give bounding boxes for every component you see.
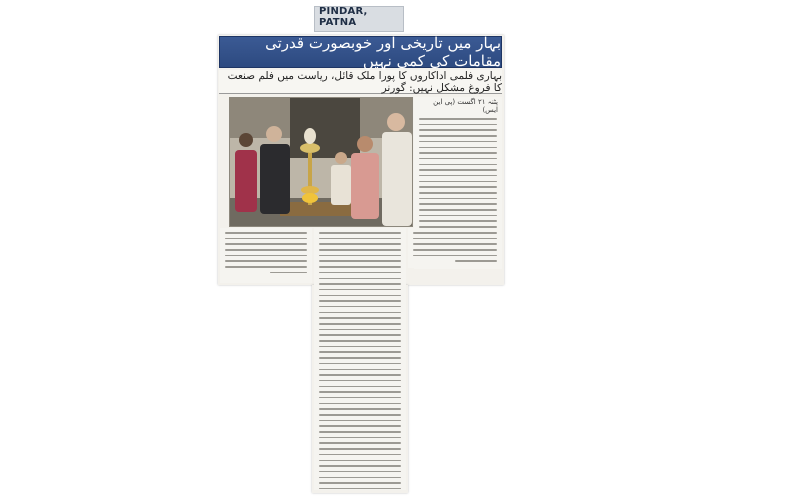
- headline-banner: [219, 36, 502, 68]
- masthead-text: PINDAR, PATNA: [319, 6, 368, 28]
- article-dateline: پٹنہ ۲۱ اگست (پی این ایس): [418, 98, 498, 114]
- photo-illustration: [230, 98, 412, 226]
- article-column-left: [220, 228, 312, 283]
- subheadline-text: بہاری فلمی اداکاروں کا پورا ملک قائل، ریاست میں فلم صنعت کا فروغ مشکل نہیں: گورنر: [227, 69, 502, 94]
- subheadline-bar: [219, 70, 502, 94]
- news-photo: [229, 97, 413, 227]
- headline-text: بہار میں تاریخی اور خوبصورت قدرتی مقامات کی کمی نہیں: [265, 34, 501, 70]
- article-column-middle: [314, 228, 406, 490]
- article-column-right-lower: [408, 228, 502, 268]
- newspaper-masthead: [314, 6, 404, 32]
